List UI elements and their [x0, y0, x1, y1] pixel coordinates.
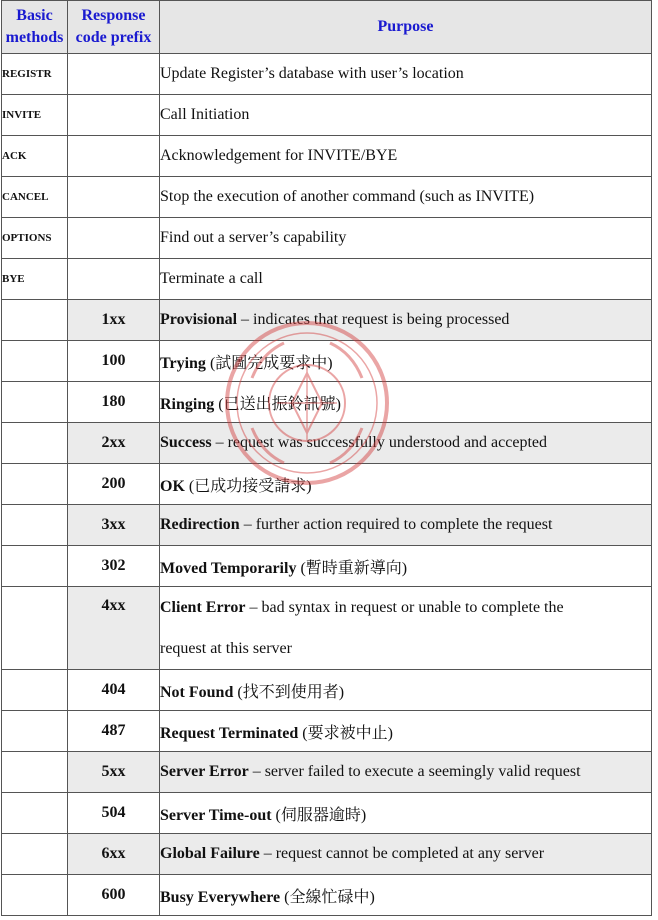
response-purpose — [160, 793, 652, 834]
response-term: Not Found — [160, 683, 234, 701]
table-row — [2, 752, 652, 793]
empty-cell — [2, 505, 68, 546]
empty-cell — [2, 546, 68, 587]
response-code: 5xx — [68, 752, 160, 793]
empty-cell — [68, 95, 160, 136]
table-row — [2, 793, 652, 834]
response-code: 504 — [68, 793, 160, 834]
response-purpose — [160, 875, 652, 916]
response-desc: (伺服器逾時) — [271, 806, 367, 824]
method-name: INVITE — [2, 95, 68, 136]
header-basic-methods-line1: Basic — [16, 7, 53, 24]
response-code: 180 — [68, 382, 160, 423]
header-basic-methods — [2, 1, 68, 54]
empty-cell — [2, 382, 68, 423]
method-purpose: Update Register’s database with user’s location — [160, 54, 652, 95]
response-term: Redirection — [160, 516, 240, 533]
response-term: Success — [160, 434, 212, 451]
table-row — [2, 587, 652, 670]
response-desc: (全線忙碌中) — [280, 888, 375, 906]
header-response-code-line1: Response — [81, 7, 146, 24]
response-desc: – indicates that request is being processed — [237, 311, 510, 328]
response-term: Client Error — [160, 599, 246, 616]
response-term: Trying — [160, 354, 206, 372]
response-code: 1xx — [68, 300, 160, 341]
table-row — [2, 423, 652, 464]
response-term: Ringing — [160, 395, 215, 413]
empty-cell — [2, 587, 68, 670]
response-code: 6xx — [68, 834, 160, 875]
method-purpose: Call Initiation — [160, 95, 652, 136]
table-row — [2, 875, 652, 916]
response-desc: (暫時重新導向) — [296, 559, 408, 577]
response-code: 2xx — [68, 423, 160, 464]
empty-cell — [68, 54, 160, 95]
response-purpose — [160, 752, 652, 793]
response-desc: – request was successfully understood and accepted — [211, 434, 548, 451]
response-purpose — [160, 587, 652, 670]
response-desc: – request cannot be completed at any server — [259, 845, 545, 862]
response-term: Moved Temporarily — [160, 559, 297, 577]
empty-cell — [68, 177, 160, 218]
empty-cell — [2, 834, 68, 875]
response-term: OK — [160, 477, 185, 495]
method-purpose: Terminate a call — [160, 259, 652, 300]
response-purpose — [160, 423, 652, 464]
response-purpose — [160, 382, 652, 423]
response-term: Global Failure — [160, 845, 260, 862]
table-row — [2, 259, 652, 300]
table-row — [2, 300, 652, 341]
response-desc: (試圖完成要求中) — [205, 354, 333, 372]
header-response-code-line2: code prefix — [75, 29, 152, 46]
method-purpose: Stop the execution of another command (such as INVITE) — [160, 177, 652, 218]
header-row — [2, 1, 652, 54]
response-purpose — [160, 505, 652, 546]
response-purpose — [160, 711, 652, 752]
response-code: 404 — [68, 670, 160, 711]
method-name: OPTIONS — [2, 218, 68, 259]
response-term: Server Time-out — [160, 806, 272, 824]
response-purpose — [160, 670, 652, 711]
response-purpose — [160, 546, 652, 587]
empty-cell — [2, 341, 68, 382]
table-row — [2, 546, 652, 587]
empty-cell — [2, 711, 68, 752]
response-desc: – server failed to execute a seemingly valid request — [248, 763, 581, 780]
response-desc: (找不到使用者) — [233, 683, 345, 701]
header-purpose: Purpose — [160, 1, 652, 54]
empty-cell — [2, 300, 68, 341]
method-purpose: Acknowledgement for INVITE/BYE — [160, 136, 652, 177]
empty-cell — [2, 670, 68, 711]
sip-methods-table — [1, 0, 652, 916]
empty-cell — [68, 259, 160, 300]
empty-cell — [2, 423, 68, 464]
response-purpose — [160, 341, 652, 382]
empty-cell — [68, 136, 160, 177]
response-purpose — [160, 464, 652, 505]
response-term: Provisional — [160, 311, 238, 328]
table-row — [2, 177, 652, 218]
response-desc: (已成功接受請求) — [184, 477, 312, 495]
response-purpose — [160, 300, 652, 341]
response-desc: – further action required to complete the request — [239, 516, 553, 533]
method-name: CANCEL — [2, 177, 68, 218]
table-row — [2, 382, 652, 423]
empty-cell — [2, 875, 68, 916]
table-row — [2, 136, 652, 177]
response-code: 3xx — [68, 505, 160, 546]
response-purpose — [160, 834, 652, 875]
response-code: 302 — [68, 546, 160, 587]
method-name: BYE — [2, 259, 68, 300]
response-desc: – bad syntax in request or unable to complete the — [245, 599, 564, 616]
response-term: Busy Everywhere — [160, 888, 281, 906]
table-row — [2, 464, 652, 505]
method-purpose: Find out a server’s capability — [160, 218, 652, 259]
method-name: REGISTR — [2, 54, 68, 95]
table-row — [2, 95, 652, 136]
table-row — [2, 218, 652, 259]
header-basic-methods-line2: methods — [5, 29, 64, 46]
empty-cell — [2, 464, 68, 505]
header-response-code — [68, 1, 160, 54]
empty-cell — [2, 793, 68, 834]
table-row — [2, 341, 652, 382]
empty-cell — [68, 218, 160, 259]
response-term: Request Terminated — [160, 724, 299, 742]
table-row — [2, 711, 652, 752]
response-term: Server Error — [160, 763, 249, 780]
response-code: 100 — [68, 341, 160, 382]
table-row — [2, 54, 652, 95]
table-row — [2, 670, 652, 711]
response-desc: (要求被中止) — [298, 724, 393, 742]
response-code: 487 — [68, 711, 160, 752]
table-row — [2, 505, 652, 546]
empty-cell — [2, 752, 68, 793]
table-row — [2, 834, 652, 875]
response-code: 200 — [68, 464, 160, 505]
response-code: 4xx — [68, 587, 160, 670]
response-desc-continued: request at this server — [160, 640, 292, 657]
response-desc: (已送出振鈴訊號) — [214, 395, 341, 413]
response-code: 600 — [68, 875, 160, 916]
method-name: ACK — [2, 136, 68, 177]
